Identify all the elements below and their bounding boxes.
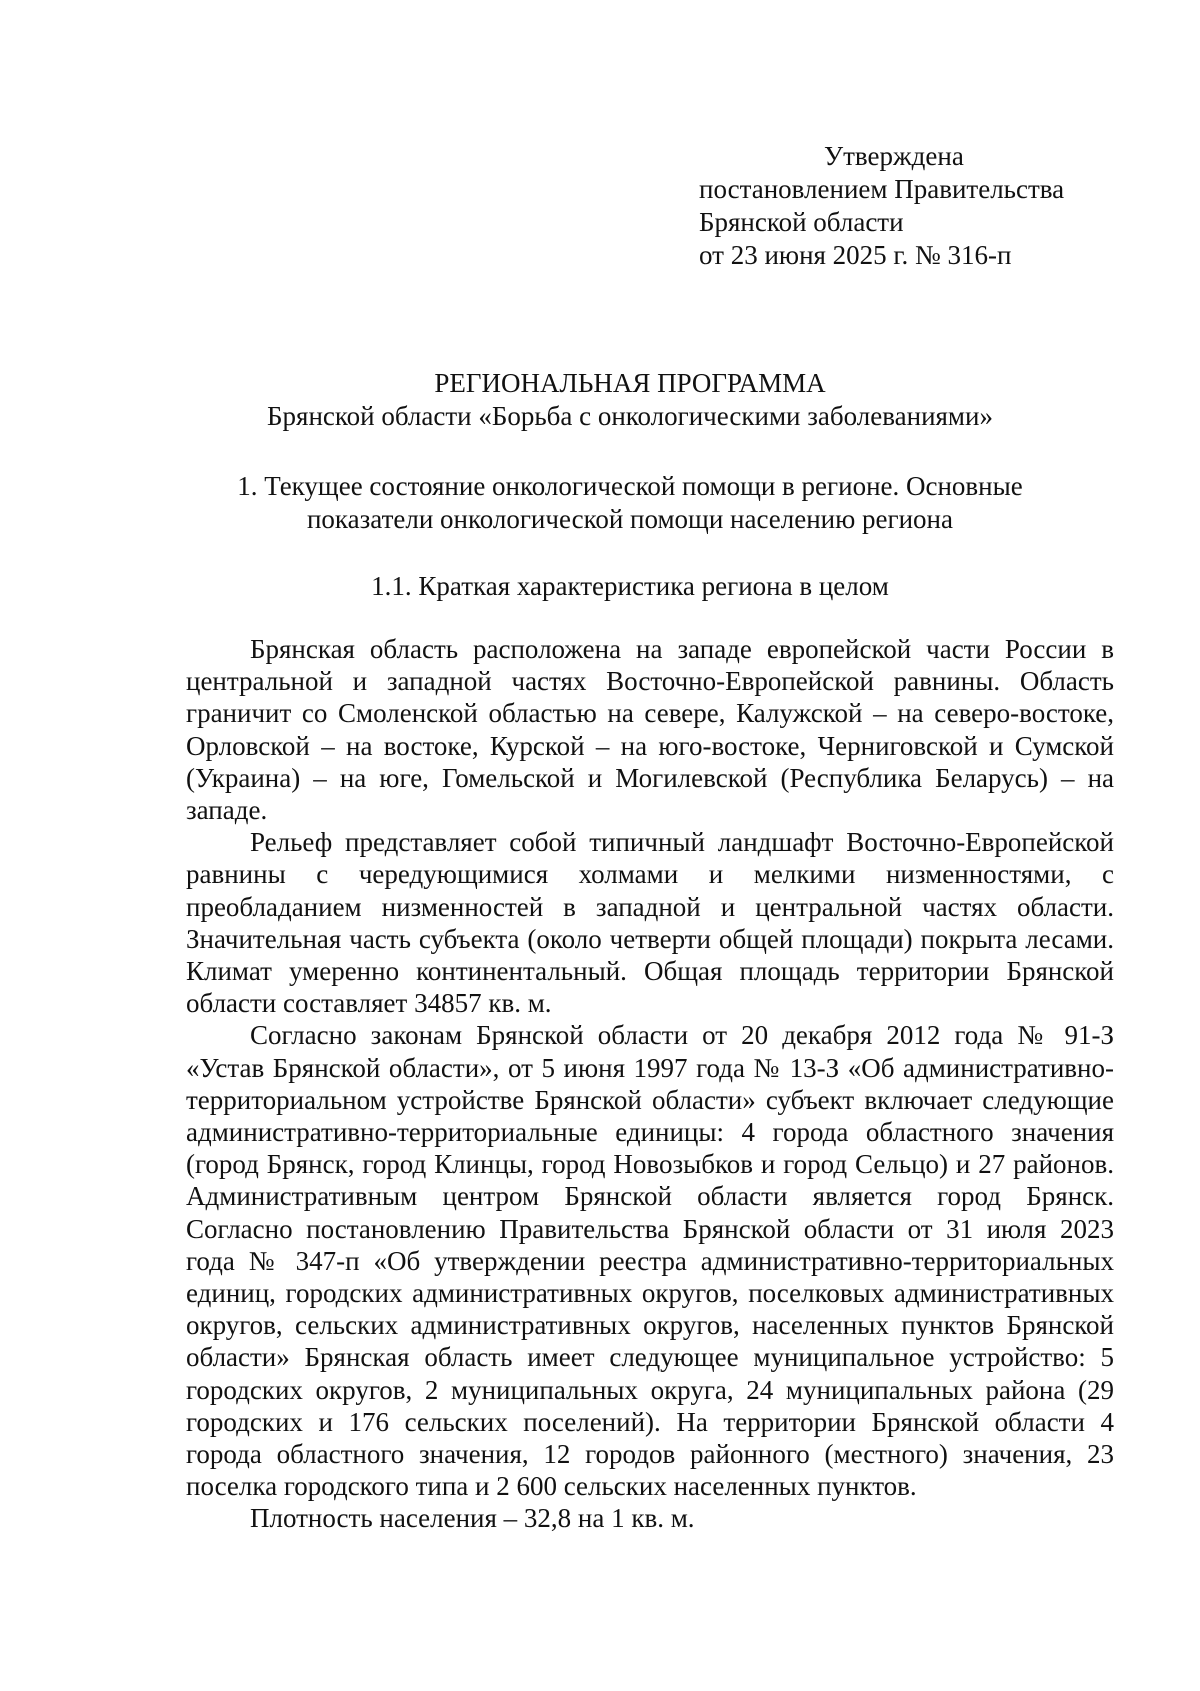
approval-line-resolution: постановлением Правительства	[699, 174, 1065, 204]
section-heading: 1. Текущее состояние онкологической помощи в регионе. Основные показатели онкологической помощи населению региона	[237, 471, 1023, 534]
document-title	[180, 367, 1080, 433]
subsection-heading: 1.1. Краткая характеристика региона в целом	[371, 571, 889, 601]
paragraph-population-density: Плотность населения – 32,8 на 1 кв. м.	[250, 1503, 695, 1534]
paragraph-relief-climate: Рельеф представляет собой типичный ландшафт Восточно-Европейской равнины с чередующимися холмами и мелкими низменностями, с преобладанием низменностей в западной и центральной частях области. Значительная часть субъекта (около четверти общей площади) покрыта лесами. Климат умеренно континентальный. Общая площадь территории Брянской области составляет 34857 кв. м.	[186, 827, 1114, 1019]
document-title-main: РЕГИОНАЛЬНАЯ ПРОГРАММА	[434, 368, 826, 398]
paragraph-administrative-structure: Согласно законам Брянской области от 20 декабря 2012 года № 91-З «Устав Брянской области», от 5 июня 1997 года № 13-З «Об административно-территориальном устройстве Брянской области» субъект включает следующие административно-территориальные единицы: 4 города областного значения (город Брянск, город Клинцы, город Новозыбков и город Сельцо) и 27 районов. Административным центром Брянской области является город Брянск. Согласно постановлению Правительства Брянской области от 31 июля 2023 года № 347-п «Об утверждении реестра административно-территориальных единиц, городских административных округов, поселковых административных округов, сельских административных округов, населенных пунктов Брянской области» Брянская область имеет следующее муниципальное устройство: 5 городских округов, 2 муниципальных округа, 24 муниципальных района (29 городских и 176 сельских поселений). На территории Брянской области 4 города областного значения, 12 городов районного (местного) значения, 23 поселка городского типа и 2 600 сельских населенных пунктов.	[186, 1020, 1114, 1502]
paragraph-geography: Брянская область расположена на западе европейской части России в центральной и западной частях Восточно-Европейской равнины. Область граничит со Смоленской областью на севере, Калужской – на северо-востоке, Орловской – на востоке, Курской – на юго-востоке, Черниговской и Сумской (Украина) – на юге, Гомельской и Могилевской (Республика Беларусь) – на западе.	[186, 634, 1114, 826]
approval-stamp	[699, 140, 1139, 272]
approval-line-approved: Утверждена	[824, 141, 964, 171]
approval-line-region: Брянской области	[699, 207, 904, 237]
approval-line-date-number: от 23 июня 2025 г. № 316-п	[699, 240, 1012, 270]
document-title-subtitle: Брянской области «Борьба с онкологическими заболеваниями»	[267, 401, 993, 431]
body-text	[186, 633, 1114, 1535]
